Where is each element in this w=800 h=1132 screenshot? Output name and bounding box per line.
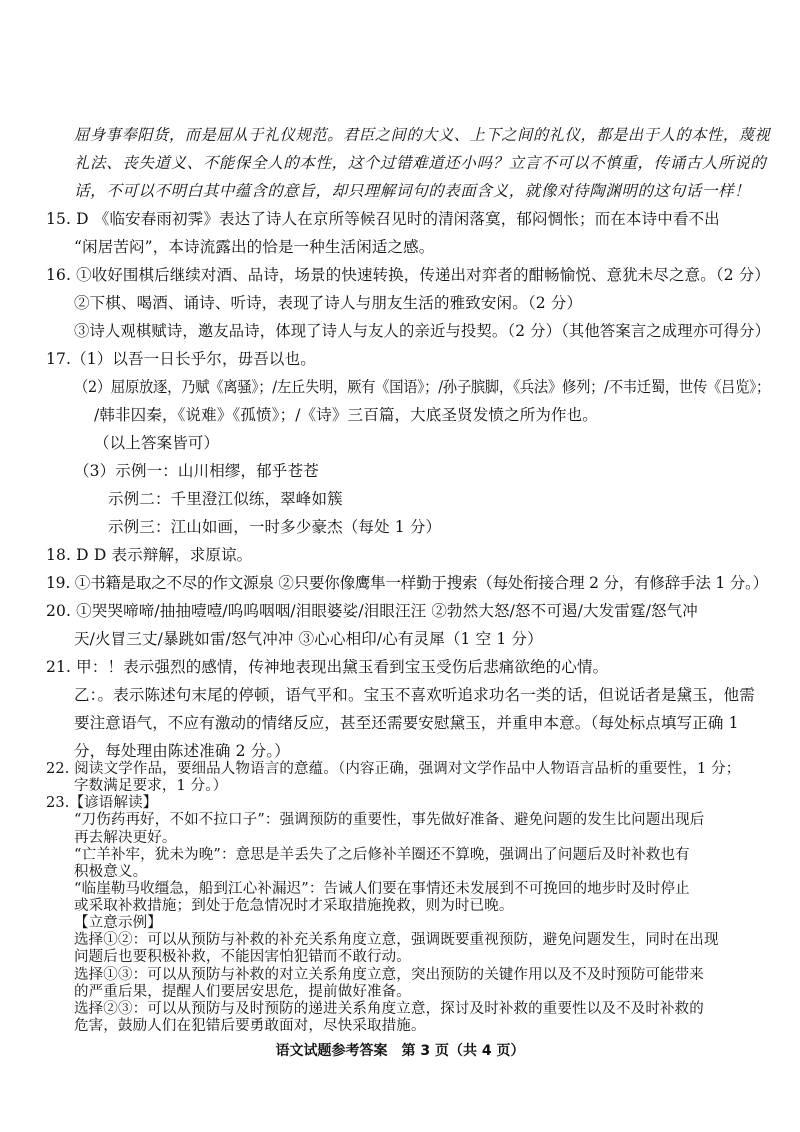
text-line: “闲居苦闷”，本诗流露出的恰是一种生活闲适之感。: [74, 238, 435, 256]
text-line: 话，不可以不明白其中蕴含的意旨，却只理解词句的表面含义，就像对待陶渊明的这句话一样！: [74, 182, 751, 200]
answer-18: 18. D D 表示辩解，求原谅。: [46, 546, 253, 564]
text-line: 屈身事奉阳货，而是屈从于礼仪规范。君臣之间的大义、上下之间的礼仪，都是出于人的本性，蔑视: [74, 126, 771, 144]
text-line: 22. 阅读文学作品，要细品人物语言的意蕴。（内容正确，强调对文学作品中人物语言品析的重要性，1 分；: [46, 761, 741, 777]
answer-20: 20. ①哭哭啼啼/抽抽噎噎/呜呜咽咽/泪眼婆娑/泪眼汪汪 ②勃然大怒/怒不可遏/大发雷霆/怒气冲: [46, 602, 698, 620]
text-line: ②下棋、喝酒、诵诗、听诗，表现了诗人与朋友生活的雅致安闲。（2 分）: [74, 294, 583, 312]
text-line: 的严重后果，提醒人们要居安思危，提前做好准备。: [74, 984, 411, 1000]
answer-21: 21. 甲：！表示强烈的感情，传神地表现出黛玉看到宝玉受伤后悲痛欲绝的心情。: [46, 658, 609, 676]
text-line: “刀伤药再好，不如不拉口子”：强调预防的重要性，事先做好准备、避免问题的发生比问题出现后: [74, 812, 705, 828]
text-line: 选择①②：可以从预防与补救的补充关系角度立意，强调既要重视预防，避免问题发生，同时在出现: [74, 932, 719, 948]
text-line: （以上答案皆可）: [94, 434, 220, 452]
answer-15: 15. D 《临安春雨初霁》表达了诗人在京所等候召见时的清闲落寞，郁闷惆怅；而在本诗中看不出: [46, 210, 720, 228]
text-line: 示例二：千里澄江似练，翠峰如簇: [108, 490, 343, 508]
section-heading: 【立意示例】: [74, 915, 162, 931]
answer-16: 16. ①收好围棋后继续对酒、品诗，场景的快速转换，传递出对弈者的酣畅愉悦、意犹未尽之意。（2 分）: [46, 266, 770, 284]
text-line: 再去解决更好。: [74, 830, 177, 846]
page-footer: 语文试题参考答案 第 3 页（共 4 页）: [275, 1043, 525, 1059]
text-line: “亡羊补牢，犹未为晚”：意思是羊丢失了之后修补羊圈还不算晚，强调出了问题后及时补救也有: [74, 847, 690, 863]
answer-17: 17.（1）以吾一日长乎尔，毋吾以也。: [46, 350, 316, 368]
text-line: 或采取补救措施；到处于危急情况时才采取措施挽救，则为时已晚。: [74, 898, 514, 914]
text-line: ③诗人观棋赋诗，邀友品诗，体现了诗人与友人的亲近与投契。（2 分）（其他答案言之成理亦可得分）: [74, 322, 771, 340]
text-line: “临崖勒马收缰急，船到江心补漏迟”：告诫人们要在事情还未发展到不可挽回的地步时及时停止: [74, 881, 690, 897]
text-line: 字数满足要求，1 分。）: [74, 778, 228, 794]
text-line: 危害，鼓励人们在犯错后要勇敢面对，尽快采取措施。: [74, 1018, 426, 1034]
answer-23-heading: 23.【谚语解读】: [46, 795, 158, 811]
answer-19: 19. ①书籍是取之不尽的作文源泉 ②只要你像鹰隼一样勤于搜索（每处衔接合理 2 分，有修辞手法 1 分。）: [46, 574, 768, 592]
text-line: 示例三：江山如画，一时多少豪杰（每处 1 分）: [108, 518, 442, 536]
text-line: 乙：。表示陈述句末尾的停顿，语气平和。宝玉不喜欢听追求功名一类的话，但说话者是黛玉，他需: [74, 686, 755, 704]
text-line: /韩非囚秦，《说难》《孤愤》；/《诗》三百篇，大底圣贤发愤之所为作也。: [94, 406, 598, 424]
text-line: 选择②③：可以从预防与及时预防的递进关系角度立意，探讨及时补救的重要性以及不及时补救的: [74, 1001, 704, 1017]
text-line: 选择①③：可以从预防与补救的对立关系角度立意，突出预防的关键作用以及不及时预防可能带来: [74, 967, 704, 983]
text-line: 礼法、丧失道义、不能保全人的本性，这个过错难道还小吗？立言不可以不慎重，传诵古人所说的: [74, 154, 767, 172]
text-line: 天/火冒三丈/暴跳如雷/怒气冲冲 ③心心相印/心有灵犀（1 空 1 分）: [74, 630, 543, 648]
text-line: 要注意语气，不应有激动的情绪反应，甚至还需要安慰黛玉，并重申本意。（每处标点填写正确 1: [74, 714, 739, 732]
text-line: （3）示例一：山川相缪，郁乎苍苍: [74, 462, 319, 480]
text-line: 分，每处理由陈述准确 2 分。）: [74, 742, 290, 760]
text-line: 问题后也要积极补救，不能因害怕犯错而不敢行动。: [74, 949, 411, 965]
text-line: 积极意义。: [74, 864, 148, 880]
text-line: （2）屈原放逐，乃赋《离骚》；/左丘失明，厥有《国语》；/孙子膑脚，《兵法》修列；/不韦迁蜀，世传《吕览》；: [74, 378, 771, 396]
